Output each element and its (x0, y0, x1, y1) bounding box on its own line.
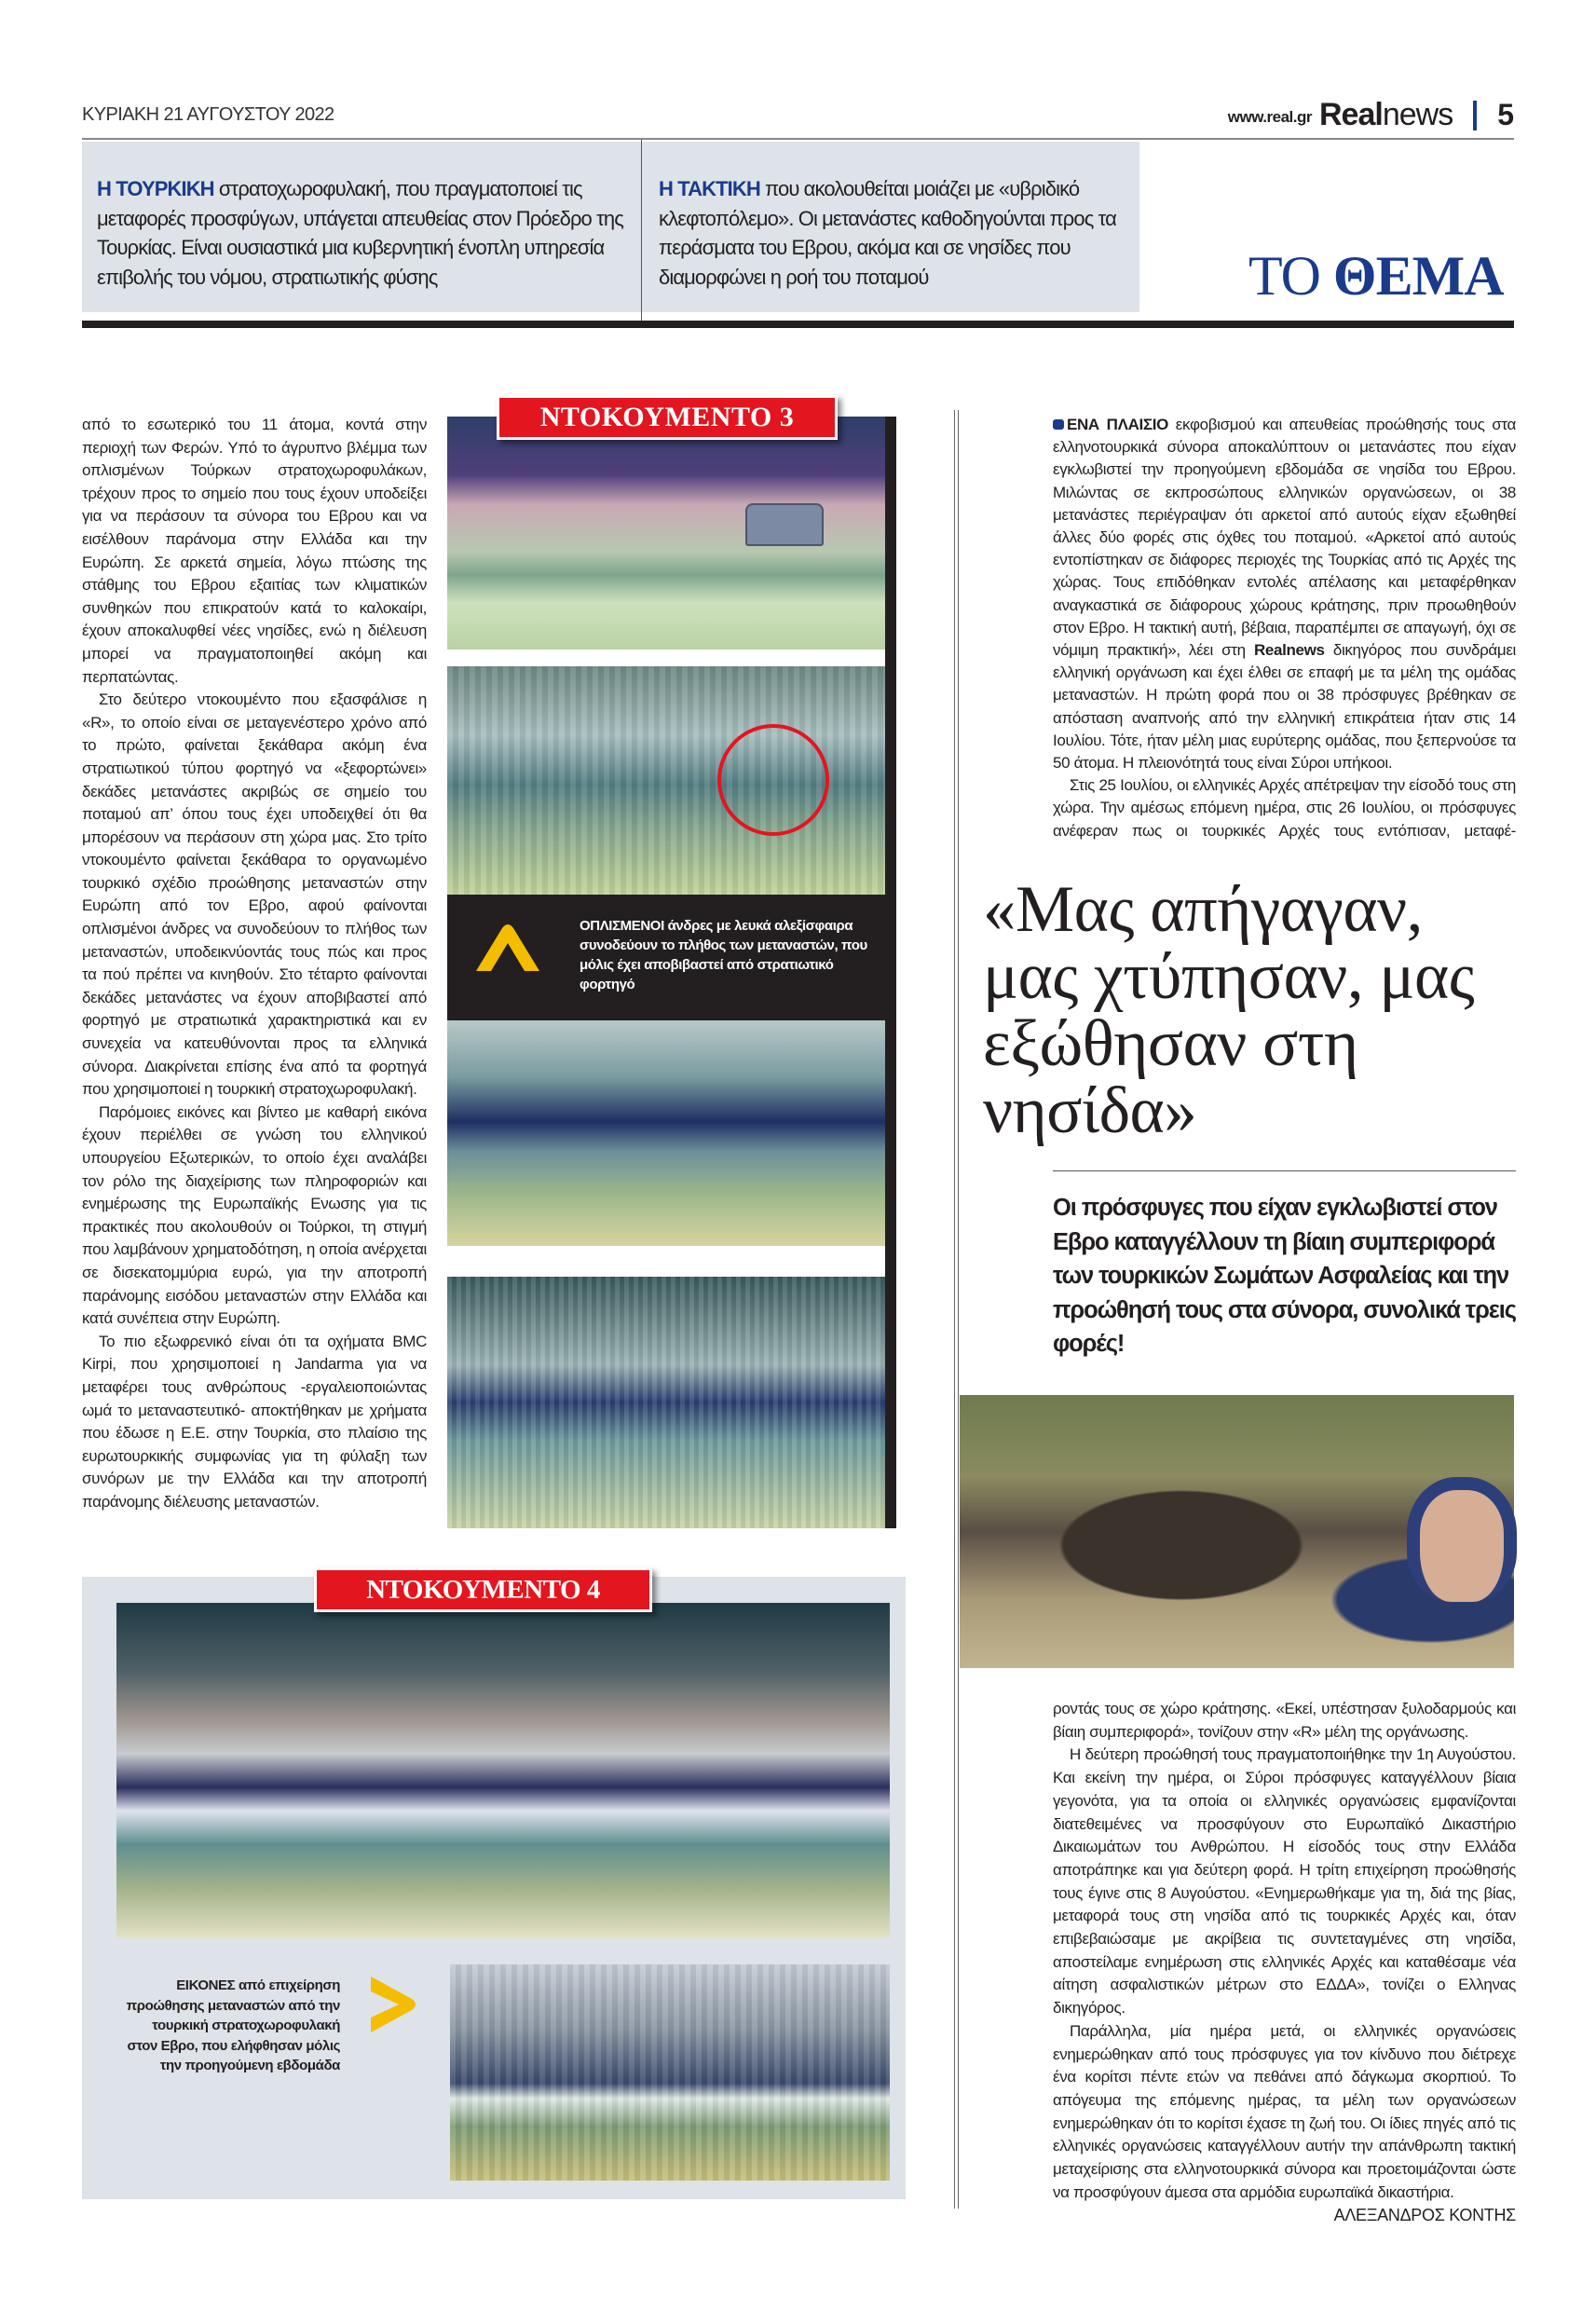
header-rule (82, 138, 1514, 140)
highlight-text: που ακολουθείται μοιάζει με «υβριδικό κλεφτοπόλεμο». Οι μετανάστες καθοδηγούνται προς τα περάσματα του Εβρου, ακόμα και σε νησίδες που διαμορφώνει η ροή του ποταμού (659, 177, 1116, 289)
right-article-bottom (1053, 1698, 1516, 2227)
brand-mention: Realnews (1253, 641, 1325, 660)
page-number: 5 (1497, 98, 1514, 131)
section-title (1248, 244, 1504, 308)
highlight-box-1 (97, 174, 637, 292)
paragraph: ροντάς τους σε χώρο κράτησης. «Εκεί, υπέστησαν ξυλοδαρμούς και βίαιη συμπεριφορά», τονίζουν στην «R» μέλη της οργάνωσης. (1053, 1700, 1516, 1741)
brand-bold: Real (1319, 97, 1383, 132)
photo-strip-border (885, 417, 896, 1528)
paragraph: Παράλληλα, μία ημέρα μετά, οι ελληνικές οργανώσεις ενημερώθηκαν από τους πρόσφυγες για τον κίνδυνο που διέτρεχε ένα κορίτσι πέντε ετών να πεθάνει από δάγκωμα σκορπιού. Το απόγευμα της επόμενης ημέρας, τα μέλη των οργανώσεων ενημερώθηκαν ότι το κορίτσι έχασε τη ζωή του. Οι ίδιες πηγές από τις ελληνικές οργανώσεις καταγγέλλουν αυτήν την απάνθρωπη τακτική μεταχείρισης στα ελληνοτουρκικά σύνορα και προετοιμάζονται ώστε να προσφύγουν άμεσα στα αρμόδια ευρωπαϊκά δικαστήρια. (1053, 2021, 1516, 2201)
highlight-circle (717, 724, 829, 836)
military-truck-shape (745, 503, 824, 546)
document4-caption (121, 1976, 340, 2076)
issue-date: ΚΥΡΙΑΚΗ 21 ΑΥΓΟΥΣΤΟΥ 2022 (82, 104, 334, 125)
caption-text: άνδρες με λευκά αλεξίσφαιρα συνοδεύουν το πλήθος των μεταναστών, που μόλις έχει αποβιβαστεί από στρατιωτικό φορτηγό (580, 918, 867, 992)
document3-photo-crowd-2 (447, 1277, 885, 1528)
site-url[interactable]: www.real.gr (1227, 108, 1312, 126)
paragraph (1053, 414, 1516, 774)
bullet-square-icon (1053, 419, 1064, 430)
byline: ΑΛΕΞΑΝΔΡΟΣ ΚΟΝΤΗΣ (1333, 2206, 1516, 2225)
right-article-top (1053, 414, 1516, 842)
document3-caption (580, 916, 878, 994)
highlight-box-2 (659, 174, 1134, 292)
highlights-divider (641, 140, 642, 324)
paragraph: Στο δεύτερο ντοκουμέντο που εξασφάλισε η «R», το οποίο είναι σε μεταγενέστερο χρόνο από το πρώτο, φαίνεται ξεκάθαρα ακόμη ένα στρατιωτικού τύπου φορτηγό να «ξεφορτώνει» δεκάδες μετανάστες ακριβώς σε σημείο του ποταμού απ’ όπου τους έχει υποδειχθεί ότι θα μπορέσουν να περάσουν στη χώρα μας. Στο τρίτο ντοκουμέντο φαίνεται ξεκάθαρα το οργανωμένο τουρκικό σχέδιο προώθησης μεταναστών στην Ευρώπη από τον Εβρο, αφού φαίνονται οπλισμένοι άνδρες να συνοδεύουν το πλήθος των μεταναστών, υποδεικνύοντάς τους πώς και προς τα πού πρέπει να κινηθούν. Στο τέταρτο φαίνονται δεκάδες μετανάστες να έχουν αποβιβαστεί από φορτηγό με στρατιωτικά χαρακτηριστικά και εν συνεχεία να κατευθύνονται προς τα ελληνικά σύνορα. Διακρίνεται επίσης ένα από τα φορτηγά που χρησιμοποιεί η τουρκική στρατοχωροφυλακή. (82, 691, 427, 1099)
paragraph: Το πιο εξωφρενικό είναι ότι τα οχήματα BMC Kirpi, που χρησιμοποιεί η Jandarma για να μεταφέρει τους ανθρώπους -εργαλειοποιώντας ωμά το μεταναστευτικό- αποκτήθηκαν με χρήματα που έδωσε η Ε.Ε. στην Τουρκία, στο πλαίσιο της ευρωτουρκικής συμφωνίας για τη φύλαξη των συνόρων με την Ελλάδα και την αποτροπή παράνομης διέλευσης μεταναστών. (82, 1332, 427, 1511)
caption-text: από επιχείρηση προώθησης μεταναστών από την τουρκική στρατοχωροφυλακή στον Εβρο, που ελήφθησαν μόλις την προηγούμενη εβδομάδα (126, 1977, 340, 2073)
document4-label: ΝΤΟΚΟΥΜΕΝΤΟ 4 (314, 1567, 652, 1612)
document4-photo-secondary (450, 1964, 890, 2181)
paragraph: από το εσωτερικό του 11 άτομα, κοντά στην περιοχή των Φερών. Υπό το άγρυπνο βλέμμα των οπλισμένων Τούρκων στρατοχωροφυλάκων, τρέχουν προς το σημείο που τους έχουν υποδείξει για να περάσουν τα σύνορα του Εβρου και να εισέλθουν παράνομα στην Ελλάδα και την Ευρώπη. Σε αρκετά σημεία, λόγω πτώσης της στάθμης του Εβρου εξαιτίας των κλιματικών συνθηκών που επικρατούν κατά το καλοκαίρι, έχουν αποκαλυφθεί νέες νησίδες, ενώ η διέλευση μπορεί να πραγματοποιηθεί ακόμη και περπατώντας. (82, 416, 427, 686)
section-main: ΘΕΜΑ (1332, 245, 1504, 307)
column-separator (954, 410, 959, 2209)
caption-lead: ΟΠΛΙΣΜΕΝΟΙ (580, 918, 664, 934)
paragraph: Παρόμοιες εικόνες και βίντεο με καθαρή εικόνα έχουν περιέλθει σε γνώση του ελληνικού υπουργείου Εξωτερικών, το οποίο έχει αναλάβει τον ρόλο της διαχείρισης των πληροφοριών και ενημέρωσης της Ευρωπαϊκής Ενωσης για τις πρακτικές που ακολουθούν οι Τούρκοι, τη στιγμή που λαμβάνουν χρηματοδότηση, η οποία ανέρχεται σε δισεκατομμύρια ευρώ, για την αποτροπή παράνομης εισόδου μεταναστών στην Ελλάδα και κατά συνέπεια στην Ευρώπη. (82, 1102, 427, 1328)
chevron-up-icon (471, 921, 545, 977)
highlight-text: στρατοχωροφυλακή, που πραγματοποιεί τις μεταφορές προσφύγων, υπάγεται απευθείας στον Πρόεδρο της Τουρκίας. Είναι ουσιαστικά μια κυβερνητική ένοπλη υπηρεσία επιβολής του νόμου, στρατιωτικής φύσης (97, 177, 623, 289)
brand-logo (1319, 99, 1453, 130)
masthead (1228, 99, 1514, 130)
paragraph-text: εκφοβισμού και απευθείας προώθησής τους στα ελληνοτουρκικά σύνορα αποκαλύπτουν οι μετανάστες που είχαν εγκλωβιστεί την προηγούμενη εβδομάδα σε νησίδα του Εβρου. Μιλώντας σε εκπροσώπους ελληνικών οργανώσεων, οι 38 μετανάστες περιέγραψαν ότι αρκετοί από αυτούς είχαν εξωθηθεί άλλες δύο φορές στις όχθες του ποταμού. «Αρκετοί από αυτούς εντοπίστηκαν σε διάφορες περιοχές της Τουρκίας από τις Αρχές της χώρας. Τους επιδόθηκαν εντολές απέλασης και μεταφέρθηκαν αναγκαστικά σε διάφορους χώρους κράτησης, πριν προωθηθούν στον Εβρο. Η τακτική αυτή, βέβαια, παραπέμπει σε απαγωγή, όχι σε νόμιμη πρακτική», λέει στη (1053, 416, 1516, 660)
section-rule (82, 321, 1514, 328)
brand-light: news (1382, 97, 1453, 132)
highlight-lead: Η ΤΟΥΡΚΙΚΗ (97, 177, 214, 200)
document3-photo-crowd (447, 1020, 885, 1246)
subheadline: Οι πρόσφυγες που είχαν εγκλωβιστεί στον Εβρο καταγγέλλουν τη βίαιη συμπεριφορά των τουρκικών Σωμάτων Ασφαλείας και την προώθησή τους στα σύνορα, συνολικά τρεις φορές! (1053, 1195, 1516, 1357)
refugee-woman-figure (1407, 1477, 1517, 1602)
highlight-lead: Η ΤΑΚΤΙΚΗ (659, 177, 760, 200)
headline-rule (1053, 1170, 1516, 1171)
headline: «Μας απήγαγαν, μας χτύπησαν, μας εξώθησαν στη νησίδα» (983, 873, 1475, 1147)
paragraph-text: δικηγόρος που συνδράμει ελληνική οργάνωση και έχει έλθει σε επαφή με τα μέλη της ομάδας μεταναστών. Η πρώτη φορά που οι 38 πρόσφυγες βρέθηκαν σε απόσταση αναπνοής από την ελληνική επικράτεια ήταν στις 14 Ιουλίου. Τότε, ήταν μέλη μιας ευρύτερης ομάδας, που ξεπερνούσε τα 50 άτομα. Η πλειονότητά τους είναι Σύροι υπήκοοι. (1053, 641, 1516, 773)
document3-label: ΝΤΟΚΟΥΜΕΝΤΟ 3 (497, 395, 838, 440)
paragraph: Η δεύτερη προώθησή τους πραγματοποιήθηκε την 1η Αυγούστου. Και εκείνη την ημέρα, οι Σύροι πρόσφυγες καταγγέλλουν βίαια γεγονότα, για τα οποία οι ελληνικές οργανώσεις εμφανίζονται διατεθειμένες να προσφύγουν στο Ευρωπαϊκό Δικαστήριο Δικαιωμάτων του Ανθρώπου. Η είσοδός τους στην Ελλάδα αποτράπηκε και για δεύτερη φορά. Η τρίτη επιχείρηση προώθησής τους έγινε στις 8 Αυγούστου. «Ενημερωθήκαμε για τη, διά της βίας, μεταφορά τους στη νησίδα από τις τουρκικές Αρχές και, όταν επιβεβαιώσαμε με ακρίβεια τις συντεταγμένες στη νησίδα, αποστείλαμε ενημέρωση στις ελληνικές Αρχές και καταθέσαμε νέα αίτηση ασφαλιστικών μέτρων στο ΕΔΔΑ», τονίζει ο Ελληνας δικηγόρος. (1053, 1745, 1516, 2018)
left-article-column (82, 414, 427, 1514)
paragraph: Στις 25 Ιουλίου, οι ελληνικές Αρχές απέτρεψαν την είσοδό τους στη χώρα. Την αμέσως επόμενη ημέρα, στις 26 Ιουλίου, οι πρόσφυγες ανέφεραν πως οι τουρκικές Αρχές τους εντόπισαν, μεταφέ- (1053, 776, 1516, 840)
chevron-right-icon (365, 1971, 421, 2038)
brand-divider (1473, 101, 1477, 130)
document4-photo-main (116, 1603, 890, 1938)
section-prefix: ΤΟ (1248, 245, 1320, 307)
caption-lead: ΕΙΚΟΝΕΣ (176, 1977, 236, 1993)
article-lead: ΕΝΑ ΠΛΑΙΣΙΟ (1067, 416, 1168, 433)
